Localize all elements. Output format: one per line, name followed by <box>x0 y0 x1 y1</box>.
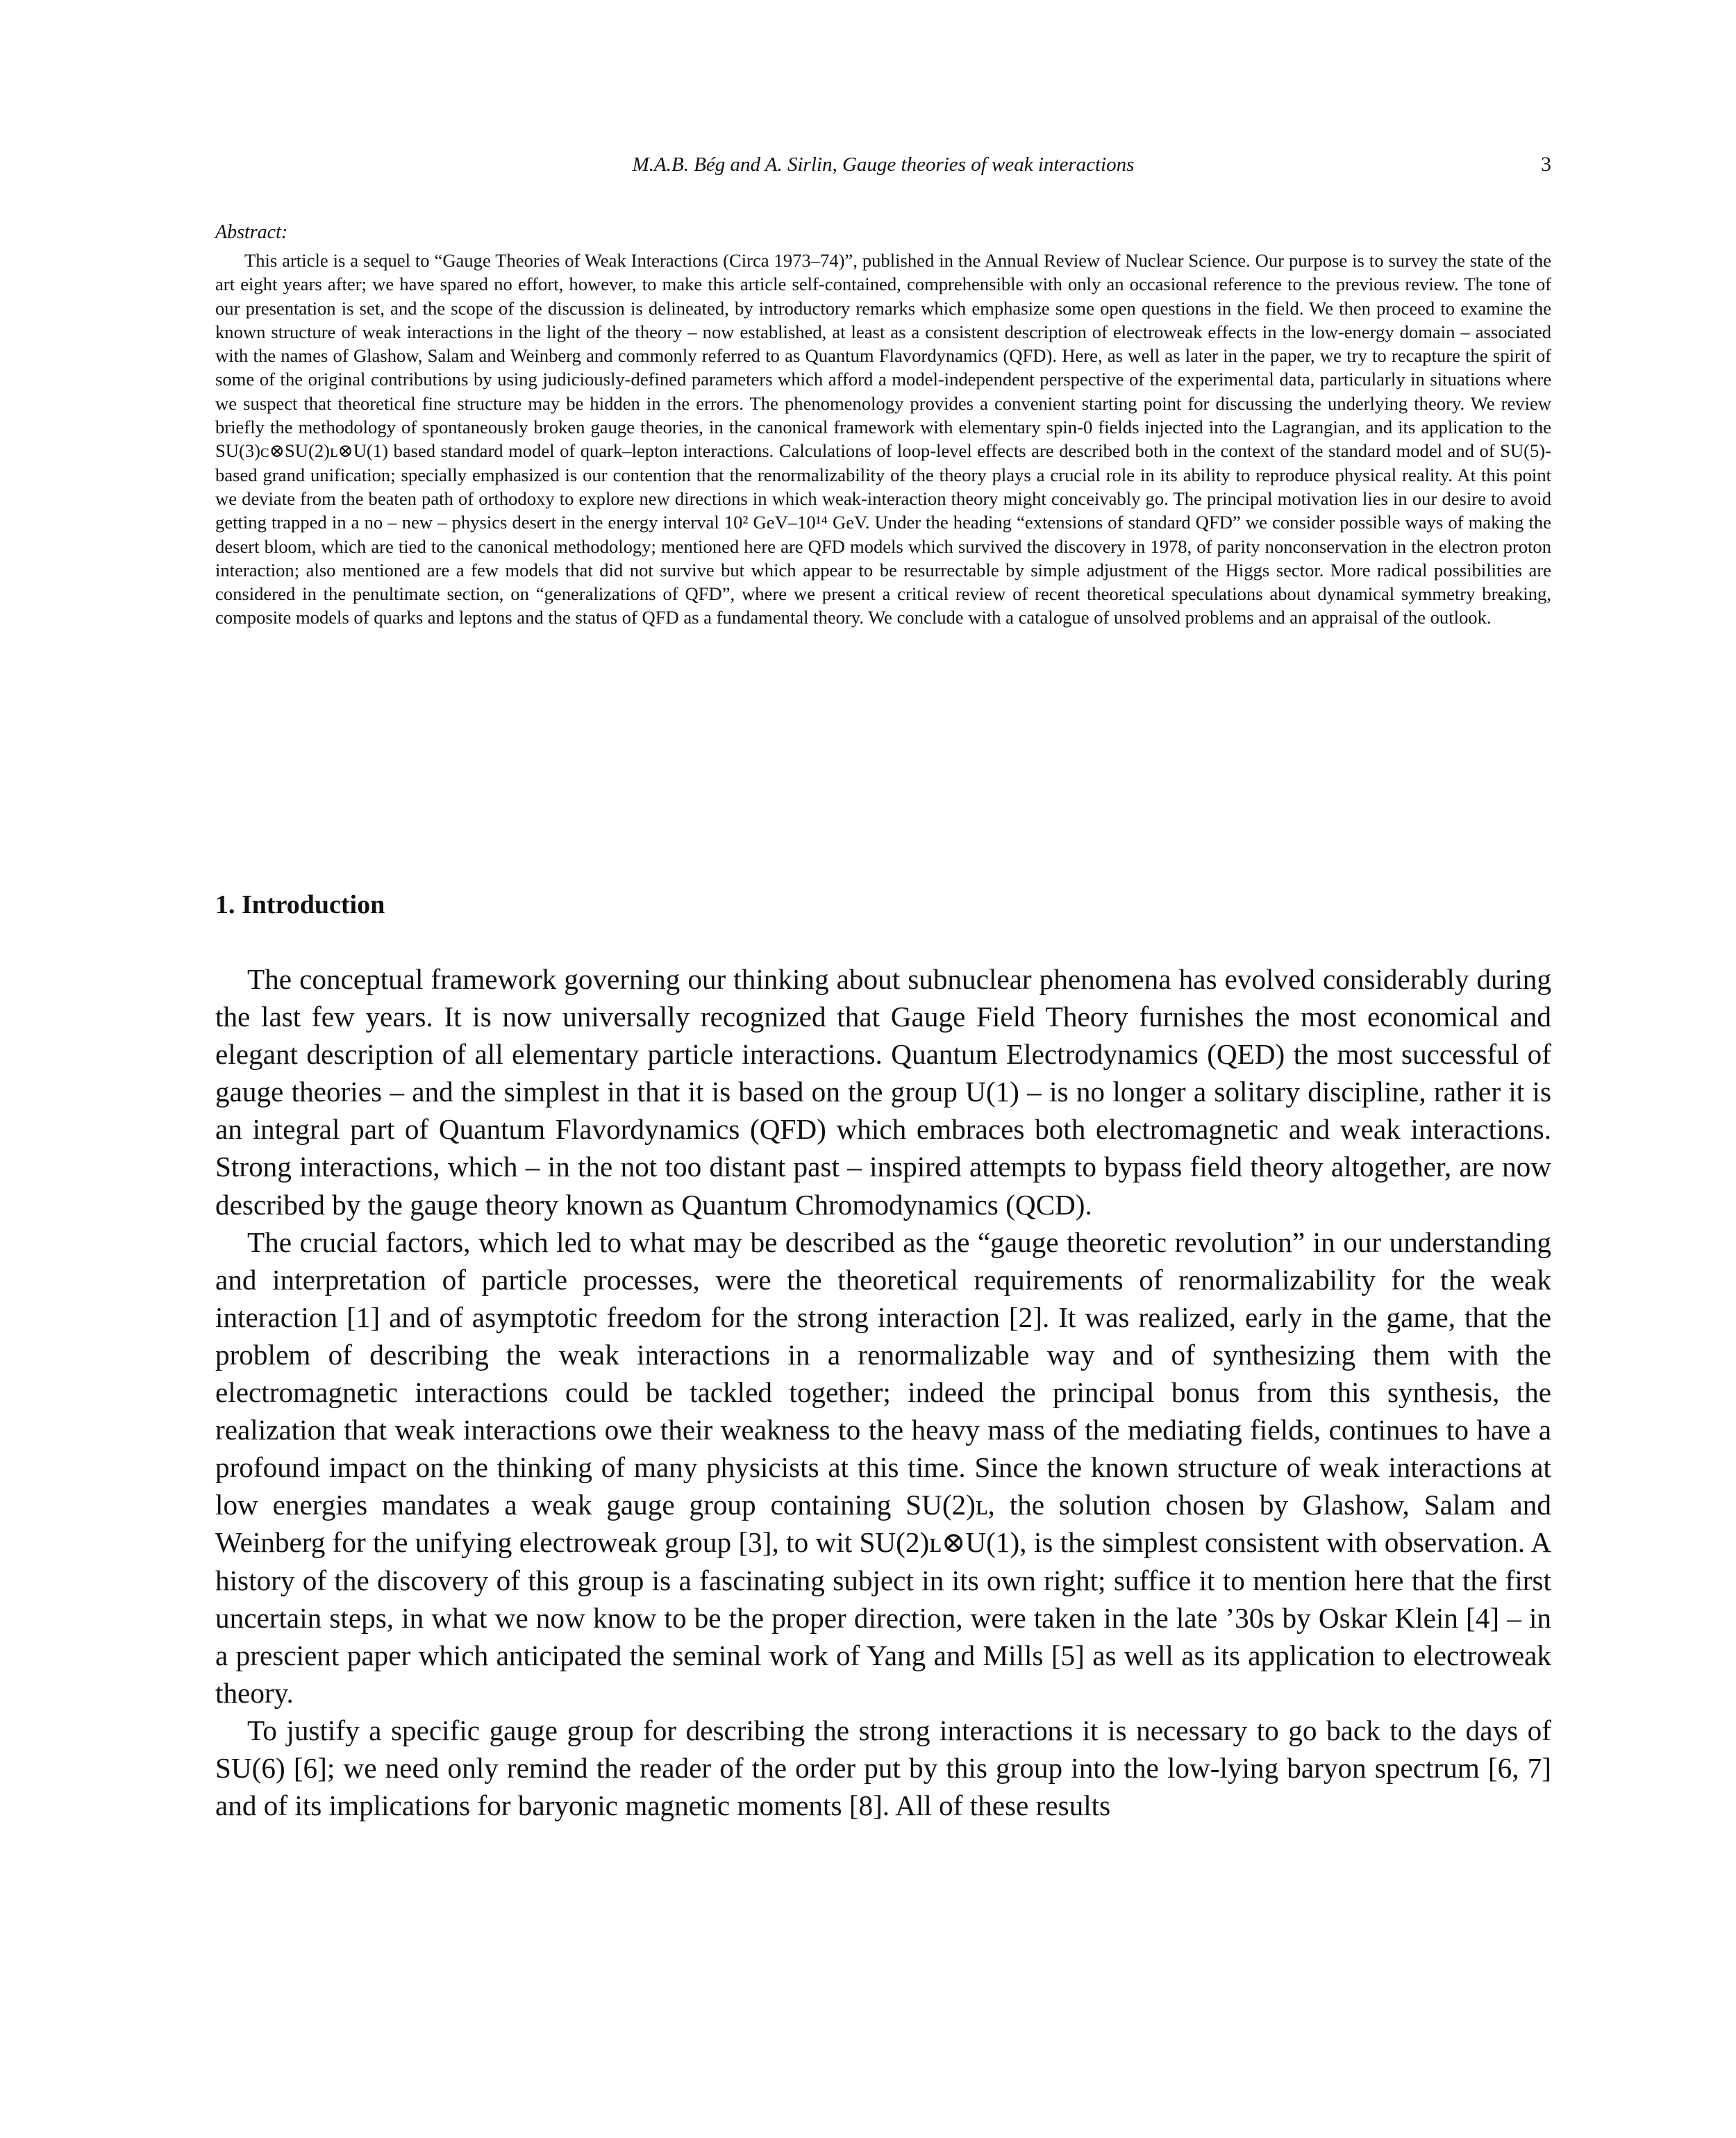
paragraph: The crucial factors, which led to what may be described as the “gauge theoretic revolution” in our understanding and interpretation of particle processes, were the theoretical requirements of renormalizability for the weak interaction [1] and of asymptotic freedom for the strong interaction [2]. It was realized, early in the game, that the problem of describing the weak interactions in a renormalizable way and of synthesizing them with the electromagnetic interactions could be tackled together; indeed the principal bonus from this synthesis, the realization that weak interactions owe their weakness to the heavy mass of the mediating fields, continues to have a profound impact on the thinking of many physicists at this time. Since the known structure of weak interactions at low energies mandates a weak gauge group containing SU(2)ʟ, the solution chosen by Glashow, Salam and Weinberg for the unifying electroweak group [3], to wit SU(2)ʟ⊗U(1), is the simplest consistent with observation. A history of the discovery of this group is a fascinating subject in its own right; suffice it to mention here that the first uncertain steps, in what we now know to be the proper direction, were taken in the late ’30s by Oskar Klein [4] – in a prescient paper which anticipated the seminal work of Yang and Mills [5] as well as its application to electroweak theory. <box>215 1226 1551 1709</box>
section-body <box>215 960 1551 1824</box>
paragraph: To justify a specific gauge group for describing the strong interactions it is necessary to go back to the days of SU(6) [6]; we need only remind the reader of the order put by this group into the low-lying baryon spectrum [6, 7] and of its implications for baryonic magnetic moments [8]. All of these results <box>215 1714 1551 1822</box>
page-number: 3 <box>1541 153 1551 176</box>
abstract-label: Abstract: <box>215 222 288 243</box>
abstract <box>215 221 1551 630</box>
paragraph: The conceptual framework governing our thinking about subnuclear phenomena has evolved considerably during the last few years. It is now universally recognized that Gauge Field Theory furnishes the most economical and elegant description of all elementary particle interactions. Quantum Electrodynamics (QED) the most successful of gauge theories – and the simplest in that it is based on the group U(1) – is no longer a solitary discipline, rather it is an integral part of Quantum Flavordynamics (QFD) which embraces both electromagnetic and weak interactions. Strong interactions, which – in the not too distant past – inspired attempts to bypass field theory altogether, are now described by the gauge theory known as Quantum Chromodynamics (QCD). <box>215 963 1551 1221</box>
abstract-text: This article is a sequel to “Gauge Theories of Weak Interactions (Circa 1973–74)”, published in the Annual Review of Nuclear Science. Our purpose is to survey the state of the art eight years after; we have spared no effort, however, to make this article self-contained, comprehensible with only an occasional reference to the previous review. The tone of our presentation is set, and the scope of the discussion is delineated, by introductory remarks which emphasize some open questions in the field. We then proceed to examine the known structure of weak interactions in the light of the theory – now established, at least as a consistent description of electroweak effects in the low-energy domain – associated with the names of Glashow, Salam and Weinberg and commonly referred to as Quantum Flavordynamics (QFD). Here, as well as later in the paper, we try to recapture the spirit of some of the original contributions by using judiciously-defined parameters which afford a model-independent perspective of the experimental data, particularly in situations where we suspect that theoretical fine structure may be hidden in the errors. The phenomenology provides a convenient starting point for discussing the underlying theory. We review briefly the methodology of spontaneously broken gauge theories, in the canonical framework with elementary spin-0 fields injected into the Lagrangian, and its application to the SU(3)ᴄ⊗SU(2)ʟ⊗U(1) based standard model of quark–lepton interactions. Calculations of loop-level effects are described both in the context of the standard model and of SU(5)-based grand unification; specially emphasized is our contention that the renormalizability of the theory plays a crucial role in its ability to reproduce physical reality. At this point we deviate from the beaten path of orthodoxy to explore new directions in which weak-interaction theory might conceivably go. The principal motivation lies in our desire to avoid getting trapped in a no – new – physics desert in the energy interval 10² GeV–10¹⁴ GeV. Under the heading “extensions of standard QFD” we consider possible ways of making the desert bloom, which are tied to the canonical methodology; mentioned here are QFD models which survived the discovery in 1978, of parity nonconservation in the electron proton interaction; also mentioned are a few models that did not survive but which appear to be resurrectable by simple adjustment of the Higgs sector. More radical possibilities are considered in the penultimate section, on “generalizations of QFD”, where we present a critical review of recent theoretical speculations about dynamical symmetry breaking, composite models of quarks and leptons and the status of QFD as a fundamental theory. We conclude with a catalogue of unsolved problems and an appraisal of the outlook. <box>215 250 1551 628</box>
section-heading: 1. Introduction <box>215 890 385 919</box>
running-head <box>215 147 1551 182</box>
running-title: M.A.B. Bég and A. Sirlin, Gauge theories of weak interactions <box>632 153 1135 176</box>
